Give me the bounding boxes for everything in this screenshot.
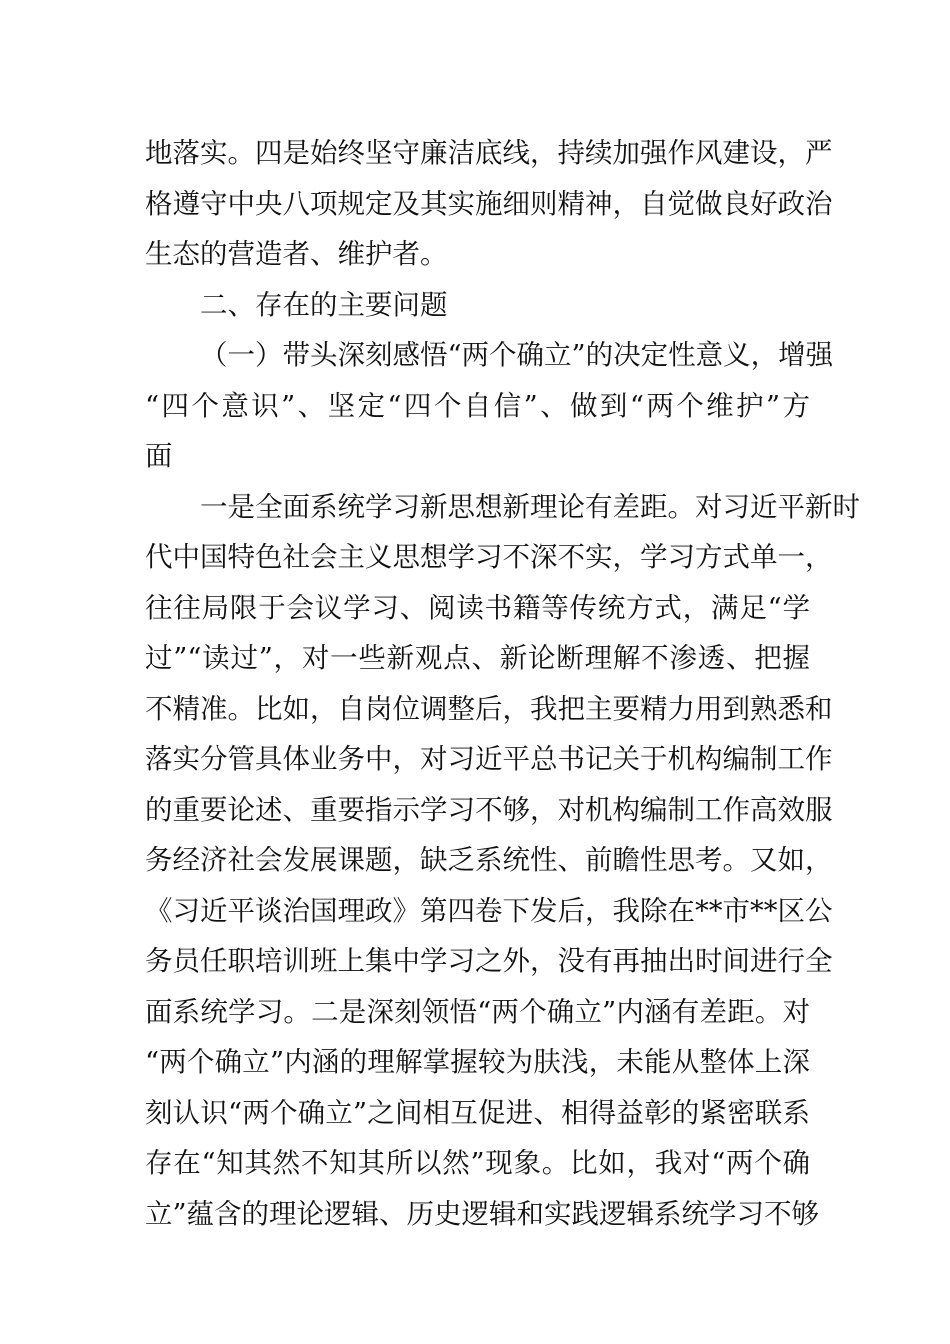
text-line: 一是全面系统学习新思想新理论有差距。对习近平新时	[200, 490, 860, 523]
text-line: 的重要论述、重要指示学习不够，对机构编制工作高效服	[145, 793, 833, 826]
text-line: “四个意识”、坚定“四个自信”、做到“两个维护”方	[145, 389, 810, 422]
text-line: 《习近平谈治国理政》第四卷下发后，我除在**市**区公	[145, 894, 833, 927]
text-line: 往往局限于会议学习、阅读书籍等传统方式，满足“学	[145, 591, 810, 624]
text-line: 生态的营造者、维护者。	[145, 238, 448, 270]
document-body	[145, 128, 860, 1239]
text-line: 立”蕴含的理论逻辑、历史逻辑和实践逻辑系统学习不够	[145, 1197, 820, 1230]
text-line: 刻认识“两个确立”之间相互促进、相得益彰的紧密联系	[145, 1096, 810, 1129]
text-line: 格遵守中央八项规定及其实施细则精神，自觉做良好政治	[145, 187, 833, 220]
text-line: 面	[145, 440, 173, 472]
text-line: 务经济社会发展课题，缺乏系统性、前瞻性思考。又如，	[145, 844, 833, 876]
text-line: 二、存在的主要问题	[200, 288, 448, 321]
text-line: 不精准。比如，自岗位调整后，我把主要精力用到熟悉和	[145, 692, 833, 725]
text-line: 务员任职培训班上集中学习之外，没有再抽出时间进行全	[145, 945, 833, 977]
text-line: 地落实。四是始终坚守廉洁底线，持续加强作风建设，严	[145, 137, 833, 169]
text-line: 存在“知其然不知其所以然”现象。比如，我对“两个确	[145, 1147, 810, 1179]
text-line: （一）带头深刻感悟“两个确立”的决定性意义，增强	[200, 339, 834, 371]
text-line: 过”“读过”，对一些新观点、新论断理解不渗透、把握	[145, 642, 810, 674]
text-line: 面系统学习。二是深刻领悟“两个确立”内涵有差距。对	[145, 995, 810, 1028]
text-line: “两个确立”内涵的理解掌握较为肤浅，未能从整体上深	[145, 1046, 810, 1078]
text-line: 代中国特色社会主义思想学习不深不实，学习方式单一，	[145, 541, 833, 573]
text-line: 落实分管具体业务中，对习近平总书记关于机构编制工作	[145, 743, 833, 775]
